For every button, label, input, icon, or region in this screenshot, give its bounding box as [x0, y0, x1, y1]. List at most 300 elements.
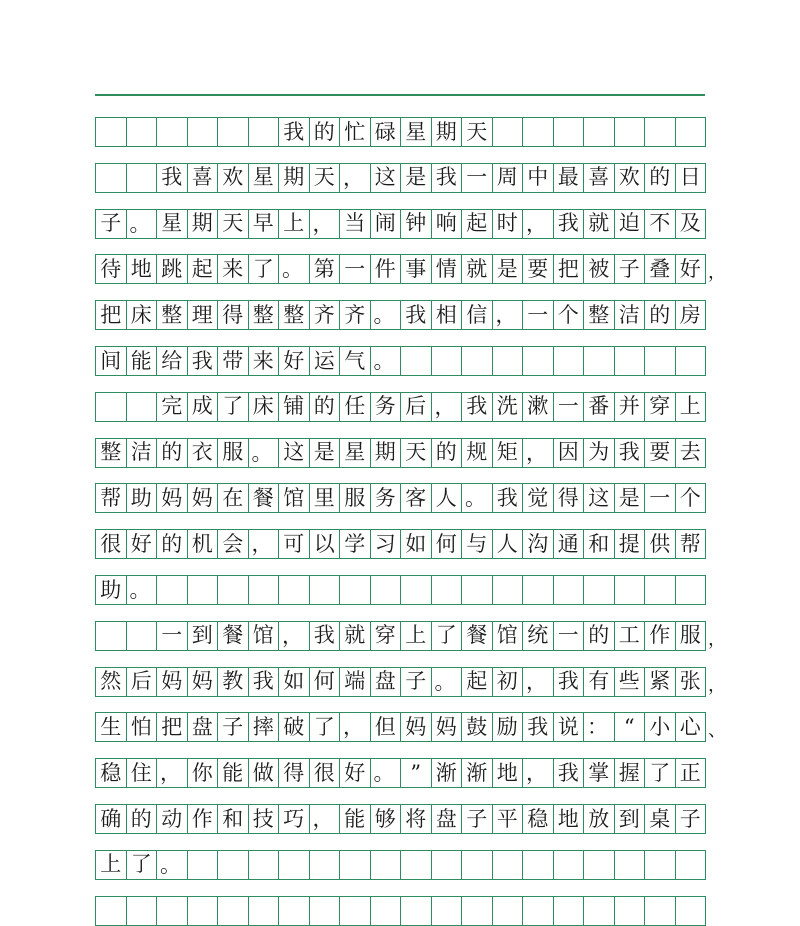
grid-cell-char: 地 [493, 758, 524, 788]
grid-cell-empty [310, 850, 341, 880]
grid-cell-empty [96, 896, 127, 926]
grid-cell-char: 第 [310, 254, 341, 284]
grid-cell-char: 子 [615, 254, 646, 284]
grid-cell-char: 供 [645, 529, 676, 559]
grid-row [95, 758, 705, 788]
grid-cell-char: 就 [462, 254, 493, 284]
grid-cell-char: 破 [279, 712, 310, 742]
grid-cell-char: 平 [493, 804, 524, 834]
grid-cell-char: 稳 [523, 804, 554, 834]
grid-cell-char: 后 [127, 667, 158, 697]
grid-cell-char: 番 [584, 392, 615, 422]
grid-cell-char: 整 [279, 300, 310, 330]
grid-cell-char: 期 [279, 163, 310, 193]
grid-cell-char: 这 [371, 163, 402, 193]
margin-punctuation: ， [708, 262, 726, 284]
grid-cell-char: 是 [493, 254, 524, 284]
grid-cell-char: 任 [340, 392, 371, 422]
grid-row [95, 392, 705, 422]
grid-cell-empty [127, 163, 158, 193]
grid-row [95, 896, 705, 926]
grid-cell-char: 我 [157, 163, 188, 193]
grid-cell-char: 事 [401, 254, 432, 284]
grid-cell-char: 助 [127, 483, 158, 513]
grid-cell-char: 欢 [218, 163, 249, 193]
grid-cell-char: 馆 [493, 621, 524, 651]
grid-cell-empty [127, 896, 158, 926]
grid-cell-char: 服 [218, 438, 249, 468]
grid-cell-empty [645, 896, 676, 926]
grid-cell-char: 教 [218, 667, 249, 697]
grid-cell-char: 洁 [127, 438, 158, 468]
grid-cell-char: 心 [676, 712, 707, 742]
grid-cell-char: 把 [554, 254, 585, 284]
grid-cell-empty [554, 117, 585, 147]
grid-cell-empty [523, 346, 554, 376]
grid-cell-char: 漱 [523, 392, 554, 422]
grid-cell-char: 的 [310, 117, 341, 147]
grid-cell-char: 响 [432, 209, 463, 239]
grid-cell-empty [157, 575, 188, 605]
grid-cell-empty [676, 575, 707, 605]
grid-cell-char: 洁 [615, 300, 646, 330]
grid-cell-char: 渐 [462, 758, 493, 788]
grid-cell-char: 确 [96, 804, 127, 834]
grid-cell-char: 早 [249, 209, 280, 239]
grid-cell-empty [340, 575, 371, 605]
grid-cell-char: 帮 [96, 483, 127, 513]
grid-cell-char: 会 [218, 529, 249, 559]
grid-cell-empty [676, 117, 707, 147]
grid-cell-char: 。 [432, 667, 463, 697]
grid-cell-char: 一 [554, 621, 585, 651]
grid-row [95, 529, 705, 559]
grid-cell-char: 餐 [218, 621, 249, 651]
grid-cell-char: 洗 [493, 392, 524, 422]
grid-cell-char: 忙 [340, 117, 371, 147]
grid-cell-empty [249, 575, 280, 605]
grid-cell-char: 当 [340, 209, 371, 239]
grid-cell-char: 妈 [401, 712, 432, 742]
grid-cell-char: 欢 [615, 163, 646, 193]
grid-row [95, 850, 705, 880]
grid-cell-char: 待 [96, 254, 127, 284]
grid-cell-char: 喜 [584, 163, 615, 193]
grid-cell-char: 房 [676, 300, 707, 330]
grid-row [95, 483, 705, 513]
grid-cell-char: 把 [157, 712, 188, 742]
grid-cell-char: 好 [127, 529, 158, 559]
grid-cell-char: “ [615, 712, 646, 742]
grid-cell-char: 与 [462, 529, 493, 559]
grid-cell-empty [645, 850, 676, 880]
grid-cell-char: 给 [157, 346, 188, 376]
grid-cell-empty [676, 346, 707, 376]
grid-cell-char: ， [493, 300, 524, 330]
grid-cell-char: 闹 [371, 209, 402, 239]
grid-cell-empty [188, 117, 219, 147]
grid-cell-char: 。 [462, 483, 493, 513]
grid-cell-char: 穿 [371, 621, 402, 651]
grid-cell-char: 。 [279, 254, 310, 284]
grid-cell-char: 好 [340, 758, 371, 788]
grid-cell-char: 去 [676, 438, 707, 468]
grid-cell-char: 了 [127, 850, 158, 880]
grid-cell-char: 星 [249, 163, 280, 193]
grid-cell-empty [157, 896, 188, 926]
grid-cell-empty [218, 117, 249, 147]
grid-cell-char: ， [310, 804, 341, 834]
grid-row [95, 804, 705, 834]
grid-cell-char: 到 [615, 804, 646, 834]
grid-cell-char: 说 [554, 712, 585, 742]
grid-cell-char: 地 [127, 254, 158, 284]
grid-cell-char: 个 [676, 483, 707, 513]
grid-cell-char: ， [310, 209, 341, 239]
grid-cell-empty [523, 575, 554, 605]
grid-cell-empty [432, 850, 463, 880]
grid-cell-char: ， [432, 392, 463, 422]
grid-cell-char: 矩 [493, 438, 524, 468]
grid-cell-char: 床 [249, 392, 280, 422]
grid-row [95, 300, 705, 330]
grid-cell-char: 了 [310, 712, 341, 742]
grid-cell-char: 我 [310, 621, 341, 651]
grid-cell-char: 个 [554, 300, 585, 330]
grid-cell-empty [584, 896, 615, 926]
grid-cell-empty [249, 896, 280, 926]
grid-cell-char: 我 [493, 483, 524, 513]
grid-cell-char: 我 [554, 667, 585, 697]
grid-cell-char: 餐 [462, 621, 493, 651]
grid-cell-char: 助 [96, 575, 127, 605]
grid-cell-empty [127, 392, 158, 422]
grid-cell-char: 放 [584, 804, 615, 834]
grid-cell-char: 机 [188, 529, 219, 559]
grid-cell-empty [493, 850, 524, 880]
grid-cell-empty [584, 117, 615, 147]
grid-cell-char: 的 [310, 392, 341, 422]
grid-cell-char: ” [401, 758, 432, 788]
grid-row [95, 163, 705, 193]
grid-row [95, 712, 705, 742]
margin-punctuation: ， [708, 628, 726, 650]
grid-cell-char: 这 [279, 438, 310, 468]
grid-cell-char: 的 [584, 621, 615, 651]
grid-cell-char: 一 [157, 621, 188, 651]
grid-cell-char: 天 [310, 163, 341, 193]
grid-row [95, 346, 705, 376]
grid-cell-empty [157, 117, 188, 147]
grid-cell-char: 一 [554, 392, 585, 422]
grid-cell-empty [432, 896, 463, 926]
grid-cell-char: 盘 [188, 712, 219, 742]
grid-cell-char: 好 [279, 346, 310, 376]
grid-cell-char: 要 [523, 254, 554, 284]
grid-cell-char: 的 [645, 300, 676, 330]
grid-cell-char: 的 [127, 804, 158, 834]
grid-cell-char: 及 [676, 209, 707, 239]
grid-cell-char: 了 [645, 758, 676, 788]
grid-cell-empty [676, 896, 707, 926]
grid-cell-char: 帮 [676, 529, 707, 559]
grid-cell-char: 有 [584, 667, 615, 697]
grid-cell-char: ， [523, 438, 554, 468]
grid-cell-char: 上 [401, 621, 432, 651]
grid-cell-char: 你 [188, 758, 219, 788]
grid-cell-empty [493, 896, 524, 926]
grid-cell-char: 相 [432, 300, 463, 330]
grid-cell-char: 很 [310, 758, 341, 788]
grid-cell-empty [615, 896, 646, 926]
grid-cell-char: 作 [645, 621, 676, 651]
grid-cell-char: 要 [645, 438, 676, 468]
grid-cell-empty [462, 850, 493, 880]
grid-cell-empty [523, 850, 554, 880]
grid-cell-empty [615, 346, 646, 376]
grid-cell-empty [645, 346, 676, 376]
grid-cell-char: 的 [157, 438, 188, 468]
grid-cell-char: 里 [310, 483, 341, 513]
grid-cell-empty [188, 850, 219, 880]
grid-cell-char: 巧 [279, 804, 310, 834]
grid-cell-char: 很 [96, 529, 127, 559]
grid-cell-char: 做 [249, 758, 280, 788]
grid-cell-empty [462, 346, 493, 376]
grid-cell-char: 餐 [249, 483, 280, 513]
grid-cell-char: 的 [157, 529, 188, 559]
grid-cell-char: 但 [371, 712, 402, 742]
grid-cell-empty [279, 896, 310, 926]
margin-punctuation: ， [708, 674, 726, 696]
grid-cell-char: 了 [249, 254, 280, 284]
grid-cell-char: 子 [676, 804, 707, 834]
grid-cell-char: 上 [96, 850, 127, 880]
grid-cell-char: 不 [645, 209, 676, 239]
grid-cell-char: 沟 [523, 529, 554, 559]
title-row [95, 117, 705, 147]
grid-cell-char: 床 [127, 300, 158, 330]
grid-cell-char: 好 [676, 254, 707, 284]
grid-cell-empty [584, 850, 615, 880]
grid-cell-char: 掌 [584, 758, 615, 788]
grid-row [95, 667, 705, 697]
grid-cell-char: 我 [432, 163, 463, 193]
grid-cell-char: 是 [401, 163, 432, 193]
grid-cell-char: 我 [401, 300, 432, 330]
grid-cell-empty [493, 346, 524, 376]
grid-cell-char: 来 [218, 254, 249, 284]
grid-cell-char: 这 [584, 483, 615, 513]
grid-cell-char: 一 [340, 254, 371, 284]
grid-cell-char: 子 [462, 804, 493, 834]
grid-cell-char: 整 [584, 300, 615, 330]
grid-cell-char: 服 [676, 621, 707, 651]
grid-cell-char: 端 [340, 667, 371, 697]
grid-cell-char: 能 [218, 758, 249, 788]
grid-cell-char: 我 [249, 667, 280, 697]
grid-cell-char: 了 [432, 621, 463, 651]
grid-cell-char: 气 [340, 346, 371, 376]
grid-cell-empty [554, 850, 585, 880]
grid-cell-char: 的 [432, 438, 463, 468]
grid-cell-char: 天 [218, 209, 249, 239]
grid-cell-char: 齐 [340, 300, 371, 330]
grid-cell-char: 妈 [188, 483, 219, 513]
grid-cell-empty [401, 346, 432, 376]
grid-cell-char: 人 [493, 529, 524, 559]
grid-cell-char: 天 [401, 438, 432, 468]
grid-cell-char: 妈 [157, 667, 188, 697]
grid-cell-char: 将 [401, 804, 432, 834]
grid-cell-char: 励 [493, 712, 524, 742]
grid-cell-char: 整 [96, 438, 127, 468]
grid-cell-char: 星 [340, 438, 371, 468]
grid-cell-empty [96, 392, 127, 422]
grid-cell-char: 间 [96, 346, 127, 376]
grid-cell-char: 紧 [645, 667, 676, 697]
grid-cell-char: 子 [401, 667, 432, 697]
grid-cell-char: 我 [188, 346, 219, 376]
grid-cell-empty [218, 850, 249, 880]
grid-cell-char: 来 [249, 346, 280, 376]
grid-cell-char: ， [523, 209, 554, 239]
grid-cell-char: 把 [96, 300, 127, 330]
grid-cell-char: 跳 [157, 254, 188, 284]
grid-cell-char: 能 [127, 346, 158, 376]
grid-cell-empty [676, 850, 707, 880]
grid-cell-empty [493, 117, 524, 147]
grid-cell-char: 。 [127, 209, 158, 239]
grid-row [95, 209, 705, 239]
grid-cell-empty [401, 575, 432, 605]
grid-cell-char: 我 [554, 209, 585, 239]
grid-cell-char: 我 [523, 712, 554, 742]
grid-cell-char: 信 [462, 300, 493, 330]
grid-cell-char: 盘 [371, 667, 402, 697]
grid-cell-char: 星 [401, 117, 432, 147]
grid-cell-empty [645, 575, 676, 605]
grid-cell-char: 桌 [645, 804, 676, 834]
grid-cell-char: 妈 [188, 667, 219, 697]
grid-cell-char: 如 [401, 529, 432, 559]
grid-cell-char: 提 [615, 529, 646, 559]
grid-cell-char: 可 [279, 529, 310, 559]
grid-cell-char: 我 [554, 758, 585, 788]
grid-cell-char: 客 [401, 483, 432, 513]
grid-cell-char: 工 [615, 621, 646, 651]
grid-cell-char: 上 [279, 209, 310, 239]
grid-cell-char: ， [279, 621, 310, 651]
grid-cell-char: 作 [188, 804, 219, 834]
grid-cell-char: 。 [249, 438, 280, 468]
grid-cell-char: 日 [676, 163, 707, 193]
grid-cell-char: 起 [462, 667, 493, 697]
grid-cell-empty [462, 896, 493, 926]
grid-cell-empty [371, 575, 402, 605]
grid-cell-char: ， [157, 758, 188, 788]
grid-cell-char: 地 [554, 804, 585, 834]
grid-cell-char: 齐 [310, 300, 341, 330]
grid-cell-char: 期 [432, 117, 463, 147]
grid-cell-char: 叠 [645, 254, 676, 284]
grid-cell-empty [96, 621, 127, 651]
grid-cell-empty [401, 896, 432, 926]
grid-cell-char: 。 [127, 575, 158, 605]
grid-cell-empty [96, 163, 127, 193]
grid-cell-char: 务 [371, 392, 402, 422]
grid-cell-empty [188, 575, 219, 605]
grid-cell-char: ， [523, 758, 554, 788]
grid-cell-char: 服 [340, 483, 371, 513]
grid-cell-char: 衣 [188, 438, 219, 468]
grid-cell-char: 运 [310, 346, 341, 376]
grid-cell-char: 一 [523, 300, 554, 330]
grid-cell-empty [279, 575, 310, 605]
grid-cell-char: 渐 [432, 758, 463, 788]
grid-cell-char: 鼓 [462, 712, 493, 742]
grid-row [95, 254, 705, 284]
grid-cell-empty [584, 575, 615, 605]
grid-cell-empty [432, 575, 463, 605]
grid-cell-empty [584, 346, 615, 376]
grid-cell-empty [371, 896, 402, 926]
grid-cell-empty [401, 850, 432, 880]
grid-cell-char: 子 [218, 712, 249, 742]
grid-cell-char: 时 [493, 209, 524, 239]
grid-cell-char: 就 [340, 621, 371, 651]
grid-cell-char: 的 [645, 163, 676, 193]
grid-cell-char: 动 [157, 804, 188, 834]
grid-cell-empty [310, 575, 341, 605]
grid-cell-empty [249, 850, 280, 880]
grid-cell-char: ， [340, 712, 371, 742]
grid-cell-empty [615, 575, 646, 605]
grid-cell-char: 为 [584, 438, 615, 468]
grid-cell-empty [340, 850, 371, 880]
grid-cell-empty [340, 896, 371, 926]
grid-cell-empty [523, 117, 554, 147]
grid-cell-empty [310, 896, 341, 926]
grid-cell-empty [279, 850, 310, 880]
grid-cell-char: 周 [493, 163, 524, 193]
grid-row [95, 621, 705, 651]
grid-cell-char: 馆 [249, 621, 280, 651]
grid-cell-char: 和 [218, 804, 249, 834]
grid-cell-char: 规 [462, 438, 493, 468]
grid-cell-char: 期 [371, 438, 402, 468]
grid-cell-char: 铺 [279, 392, 310, 422]
grid-cell-char: 人 [432, 483, 463, 513]
grid-cell-char: 星 [157, 209, 188, 239]
grid-cell-char: 喜 [188, 163, 219, 193]
grid-cell-empty [462, 575, 493, 605]
grid-cell-char: 就 [584, 209, 615, 239]
grid-cell-empty [127, 117, 158, 147]
grid-cell-char: 些 [615, 667, 646, 697]
grid-cell-empty [523, 896, 554, 926]
grid-cell-char: 何 [432, 529, 463, 559]
grid-cell-empty [615, 117, 646, 147]
grid-cell-char: 天 [462, 117, 493, 147]
margin-punctuation: 、 [708, 720, 726, 742]
grid-cell-char: 后 [401, 392, 432, 422]
grid-cell-char: 统 [523, 621, 554, 651]
grid-cell-char: 觉 [523, 483, 554, 513]
grid-cell-char: 张 [676, 667, 707, 697]
grid-cell-char: ， [523, 667, 554, 697]
grid-cell-char: 盘 [432, 804, 463, 834]
